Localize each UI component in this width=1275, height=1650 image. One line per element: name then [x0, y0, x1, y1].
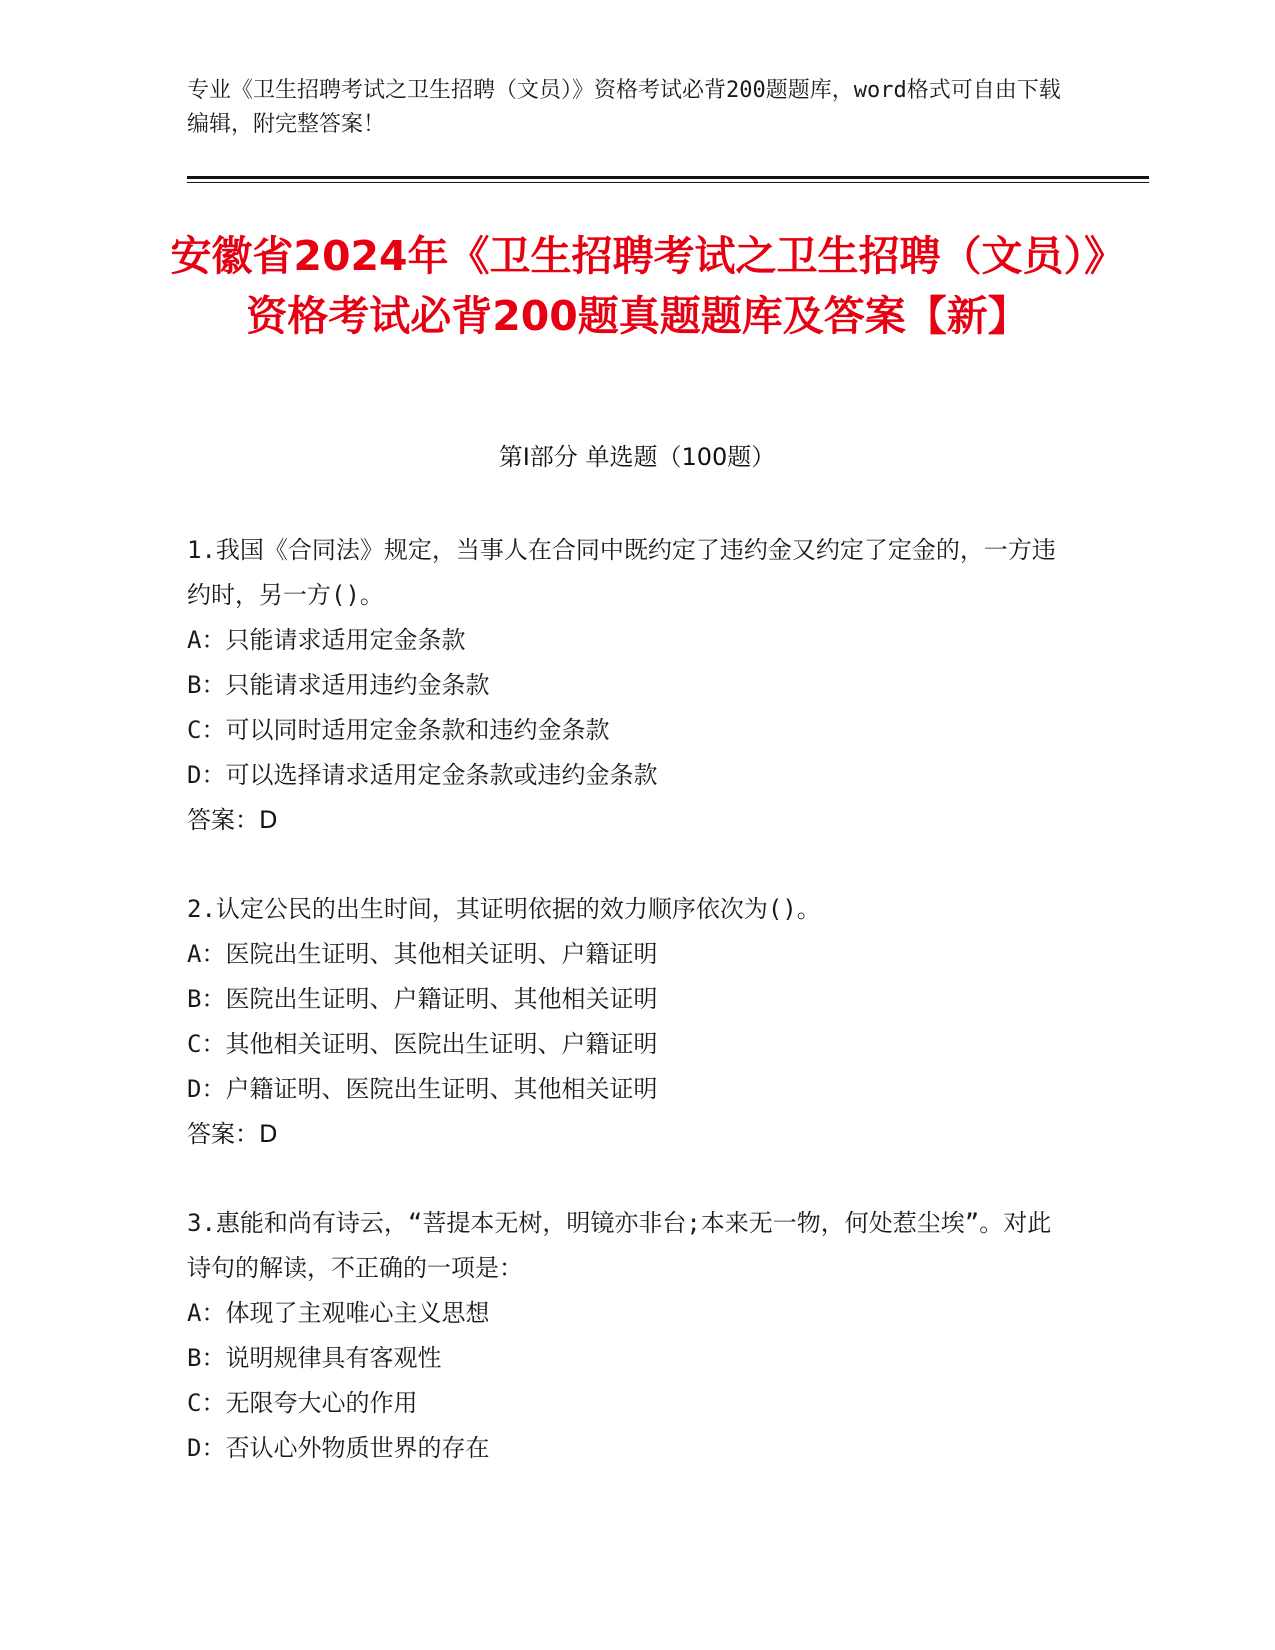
question-1	[187, 528, 1067, 843]
option-d: D：可以选择请求适用定金条款或违约金条款	[187, 761, 658, 789]
header-divider-thin	[187, 182, 1149, 183]
option-c: C：可以同时适用定金条款和违约金条款	[187, 716, 610, 744]
option-a: A：体现了主观唯心主义思想	[187, 1299, 490, 1327]
option-b: B：说明规律具有客观性	[187, 1344, 442, 1372]
option-d: D：否认心外物质世界的存在	[187, 1434, 490, 1462]
option-a: A：医院出生证明、其他相关证明、户籍证明	[187, 940, 658, 968]
question-list	[187, 528, 1067, 1515]
option-a: A：只能请求适用定金条款	[187, 626, 466, 654]
answer-line: 答案：D	[187, 806, 278, 834]
question-stem: 2.认定公民的出生时间，其证明依据的效力顺序依次为()。	[187, 895, 821, 923]
document-title: 安徽省2024年《卫生招聘考试之卫生招聘（文员）》资格考试必背200题真题题库及答案【新】	[170, 232, 1105, 340]
header-divider-thick	[187, 176, 1149, 179]
question-2	[187, 887, 1067, 1157]
option-c: C：其他相关证明、医院出生证明、户籍证明	[187, 1030, 658, 1058]
header-note: 专业《卫生招聘考试之卫生招聘（文员）》资格考试必背200题题库，word格式可自由下载编辑，附完整答案！	[187, 78, 1061, 137]
question-stem: 3.惠能和尚有诗云，“菩提本无树，明镜亦非台;本来无一物，何处惹尘埃”。对此诗句的解读，不正确的一项是：	[187, 1209, 1052, 1282]
question-stem: 1.我国《合同法》规定，当事人在合同中既约定了违约金又约定了定金的，一方违约时，另一方()。	[187, 536, 1056, 609]
option-c: C：无限夸大心的作用	[187, 1389, 418, 1417]
option-b: B：医院出生证明、户籍证明、其他相关证明	[187, 985, 658, 1013]
section-heading: 第I部分 单选题（100题）	[498, 443, 776, 471]
option-d: D：户籍证明、医院出生证明、其他相关证明	[187, 1075, 658, 1103]
option-b: B：只能请求适用违约金条款	[187, 671, 490, 699]
question-3	[187, 1201, 1067, 1471]
answer-line: 答案：D	[187, 1120, 278, 1148]
